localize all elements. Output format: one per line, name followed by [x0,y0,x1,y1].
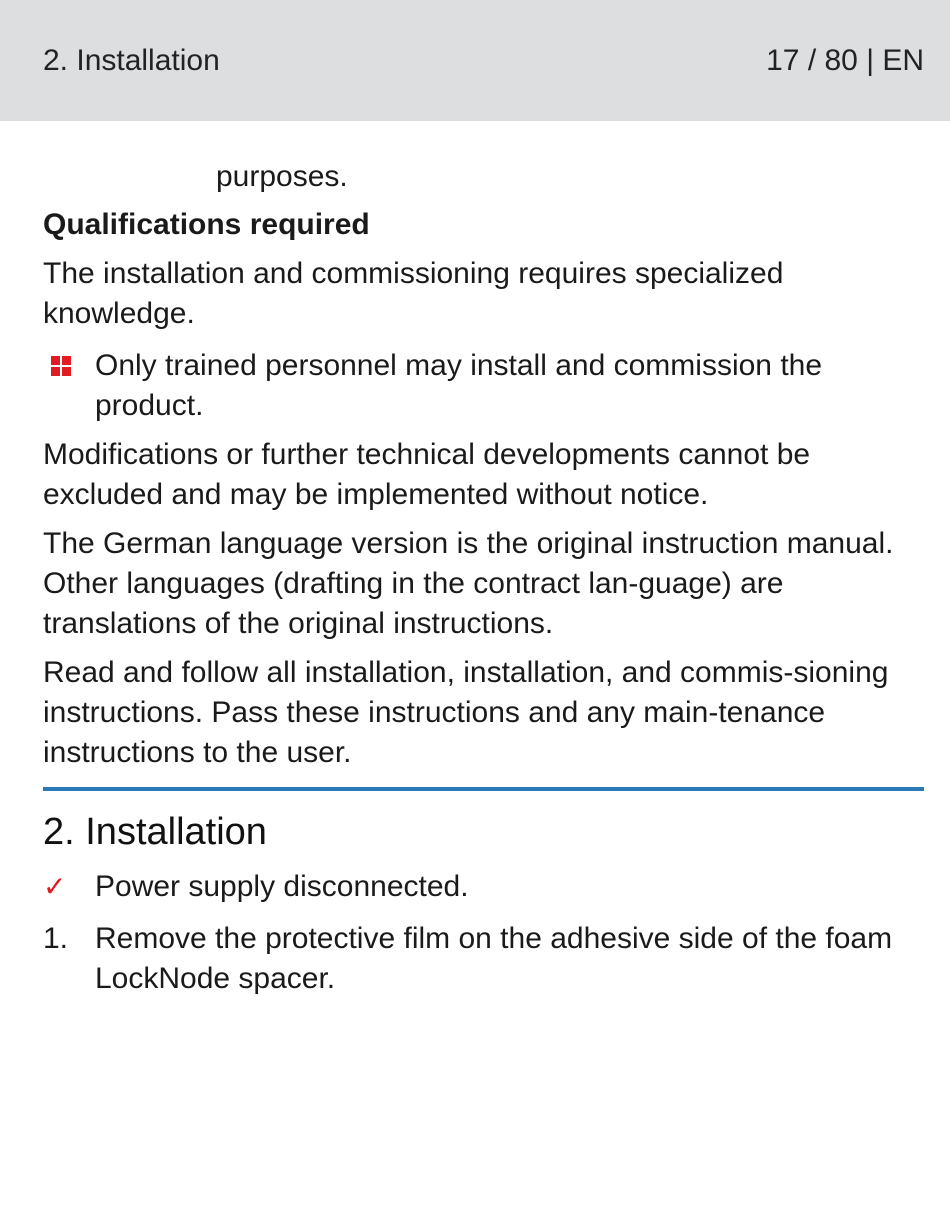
step-item [43,919,924,999]
red-grid-icon [51,356,71,376]
header-page-info: 17 / 80 | EN [766,43,924,77]
continuation-text: purposes. [216,160,348,193]
page-header [0,0,950,121]
precondition-text: Power supply disconnected. [95,870,469,903]
precondition-item [43,867,924,907]
page-content [0,157,950,999]
qualifications-paragraph: The installation and commissioning requires specialized knowledge. [43,257,784,330]
check-icon: ✓ [43,871,67,902]
follow-instructions-paragraph: Read and follow all installation, installation, and commis-sioning instructions. Pass these instructions and any main-tenance instructions to the user. [43,656,889,769]
modifications-paragraph: Modifications or further technical developments cannot be excluded and may be implemented without notice. [43,438,811,511]
step-number: 1. [43,922,69,955]
section-heading: 2. Installation [43,811,267,853]
bullet-item-text: Only trained personnel may install and commission the product. [95,349,823,422]
section-divider [43,787,924,791]
header-section-title: 2. Installation [43,43,220,77]
language-paragraph: The German language version is the original instruction manual. Other languages (drafting in the contract lan-guage) are translations of the original instructions. [43,527,894,640]
bullet-list-item [43,346,924,426]
step-text: Remove the protective film on the adhesive side of the foam LockNode spacer. [95,922,893,995]
qualifications-heading: Qualifications required [43,208,370,241]
